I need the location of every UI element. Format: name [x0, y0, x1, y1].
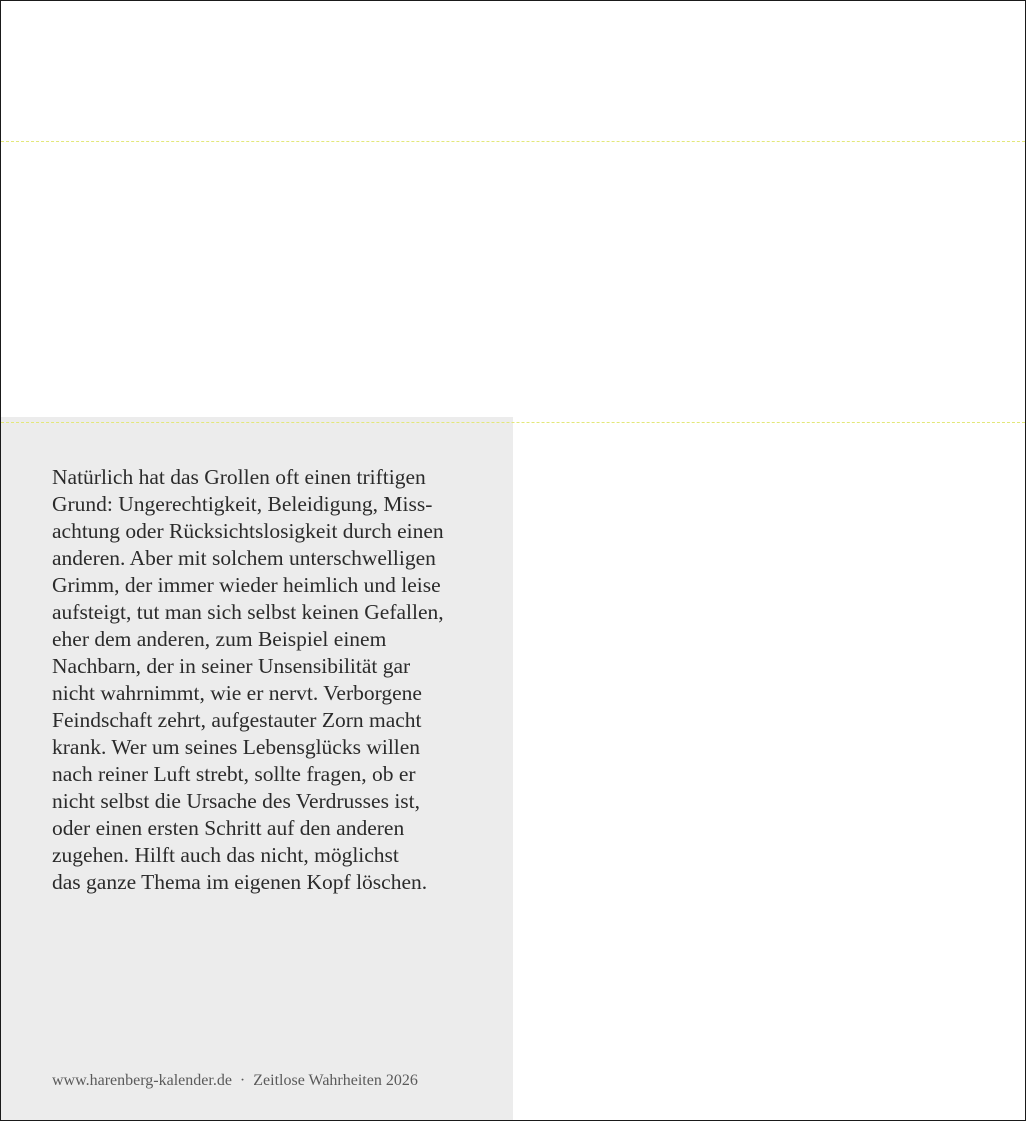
body-line: Nachbarn, der in seiner Unsensibilität gar	[52, 654, 411, 678]
body-line: nach reiner Luft strebt, sollte fragen, ob er	[52, 762, 416, 786]
body-line: nicht wahrnimmt, wie er nervt. Verborgene	[52, 681, 422, 705]
body-line: anderen. Aber mit solchem unterschwelligen	[52, 546, 436, 570]
body-line: Grund: Ungerechtigkeit, Beleidigung, Miss-	[52, 492, 433, 516]
body-text	[52, 464, 512, 896]
footer	[52, 1072, 418, 1090]
perforation-line-bottom	[1, 422, 1025, 423]
body-line: eher dem anderen, zum Beispiel einem	[52, 627, 387, 651]
body-line: Natürlich hat das Grollen oft einen triftigen	[52, 465, 426, 489]
footer-url[interactable]: www.harenberg-kalender.de	[52, 1072, 232, 1089]
body-line: das ganze Thema im eigenen Kopf löschen.	[52, 870, 428, 894]
body-line: oder einen ersten Schritt auf den anderen	[52, 816, 405, 840]
body-line: zugehen. Hilft auch das nicht, möglichst	[52, 843, 399, 867]
body-line: achtung oder Rücksichtslosigkeit durch einen	[52, 519, 444, 543]
perforation-line-top	[1, 141, 1025, 142]
body-line: Grimm, der immer wieder heimlich und leise	[52, 573, 441, 597]
body-line: nicht selbst die Ursache des Verdrusses ist,	[52, 789, 421, 813]
body-line: krank. Wer um seines Lebensglücks willen	[52, 735, 421, 759]
body-line: aufsteigt, tut man sich selbst keinen Gefallen,	[52, 600, 444, 624]
body-line: Feindschaft zehrt, aufgestauter Zorn macht	[52, 708, 422, 732]
footer-title: Zeitlose Wahrheiten 2026	[253, 1072, 418, 1089]
footer-separator: ·	[239, 1072, 246, 1089]
